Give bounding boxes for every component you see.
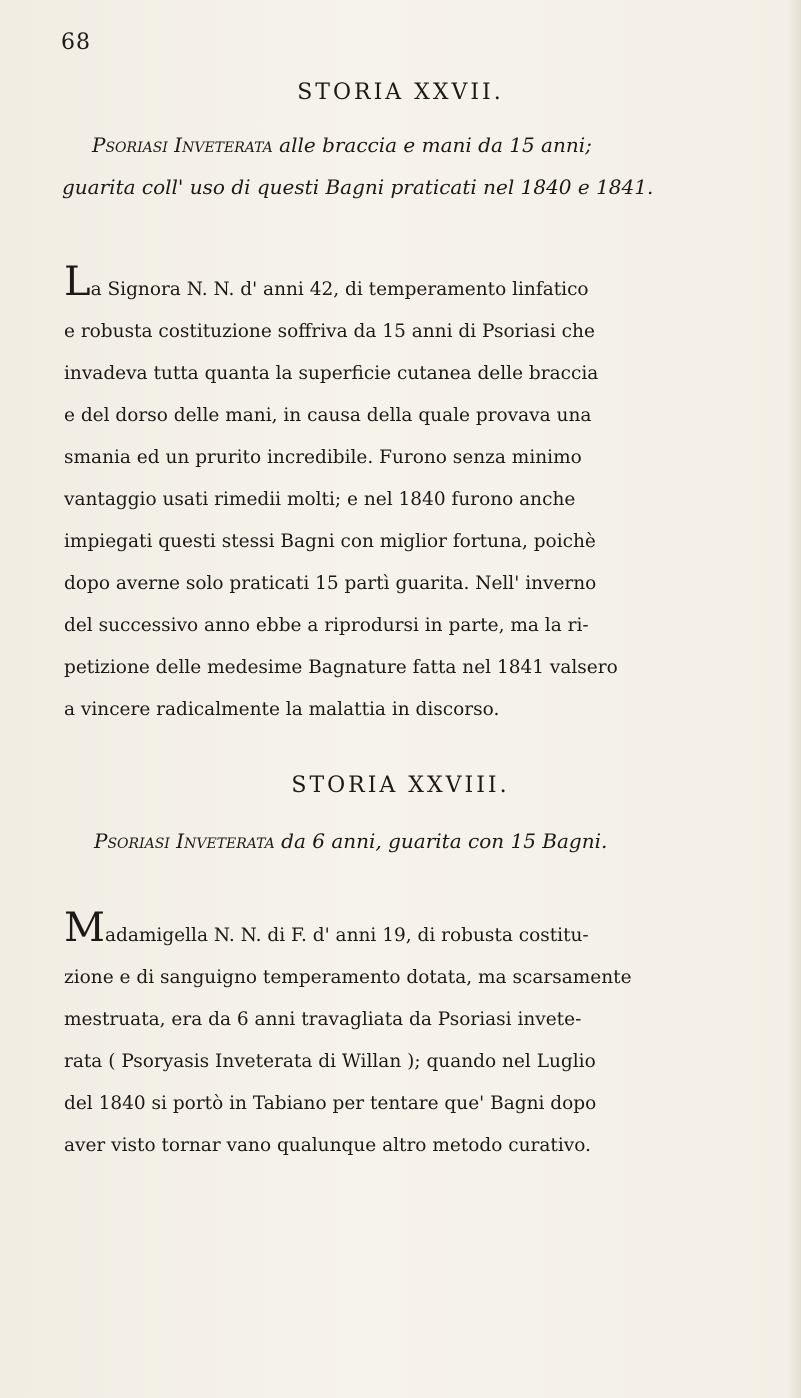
story-27-line-4: e del dorso delle mani, in causa della quale provava una — [64, 405, 592, 426]
story-27-line-9: del successivo anno ebbe a riprodursi in parte, ma la ri- — [64, 615, 589, 636]
story-27-line-8: dopo averne solo praticati 15 partì guarita. Nell' inverno — [64, 573, 597, 594]
story-27-subtitle — [62, 124, 752, 208]
story-28-line-4: rata ( Psoryasis Inveterata di Willan ); quando nel Luglio — [64, 1051, 596, 1072]
story-27-subtitle-line-2: guarita coll' uso di questi Bagni praticati nel 1840 e 1841. — [62, 175, 654, 199]
page-number: 68 — [61, 30, 91, 55]
story-28-line-1 — [64, 905, 754, 957]
story-27-subtitle-lead: Psoriasi Inveterata — [92, 133, 273, 157]
story-27-line-2: e robusta costituzione soffriva da 15 anni di Psoriasi che — [64, 321, 595, 342]
story-28-subtitle-lead: Psoriasi Inveterata — [94, 829, 275, 853]
story-27-body — [64, 259, 754, 731]
story-28-subtitle — [94, 820, 754, 862]
story-27-line-5: smania ed un prurito incredibile. Furono senza minimo — [64, 447, 582, 468]
story-27-line-7: impiegati questi stessi Bagni con miglior fortuna, poichè — [64, 531, 596, 552]
story-27-subtitle-rest: alle braccia e mani da 15 anni; — [272, 133, 592, 157]
story-28-heading: STORIA XXVIII. — [291, 773, 510, 798]
story-27-line-3: invadeva tutta quanta la superficie cutanea delle braccia — [64, 363, 599, 384]
story-27-subtitle-line-1 — [92, 124, 752, 166]
story-28-drop-cap: M — [64, 905, 105, 951]
story-28-line-5: del 1840 si portò in Tabiano per tentare que' Bagni dopo — [64, 1093, 597, 1114]
story-28-subtitle-line-1 — [94, 820, 754, 862]
page-edge-shadow — [787, 0, 801, 1398]
story-27-drop-cap: L — [64, 259, 91, 305]
story-27-heading: STORIA XXVII. — [297, 80, 504, 105]
story-27-line-1 — [64, 259, 754, 311]
story-28-line-1-text: adamigella N. N. di F. d' anni 19, di robusta costitu- — [104, 925, 589, 946]
story-27-line-1-text: a Signora N. N. d' anni 42, di temperamento linfatico — [90, 279, 589, 300]
story-28-line-2: zione e di sanguigno temperamento dotata, ma scarsamente — [64, 967, 632, 988]
story-28-line-3: mestruata, era da 6 anni travagliata da Psoriasi invete- — [64, 1009, 582, 1030]
story-27-line-10: petizione delle medesime Bagnature fatta nel 1841 valsero — [64, 657, 618, 678]
story-28-line-6: aver visto tornar vano qualunque altro metodo curativo. — [64, 1135, 591, 1156]
story-27-line-6: vantaggio usati rimedii molti; e nel 1840 furono anche — [64, 489, 576, 510]
story-28-body — [64, 905, 754, 1167]
story-27-line-11: a vincere radicalmente la malattia in discorso. — [64, 699, 500, 720]
story-28-subtitle-rest: da 6 anni, guarita con 15 Bagni. — [274, 829, 608, 853]
